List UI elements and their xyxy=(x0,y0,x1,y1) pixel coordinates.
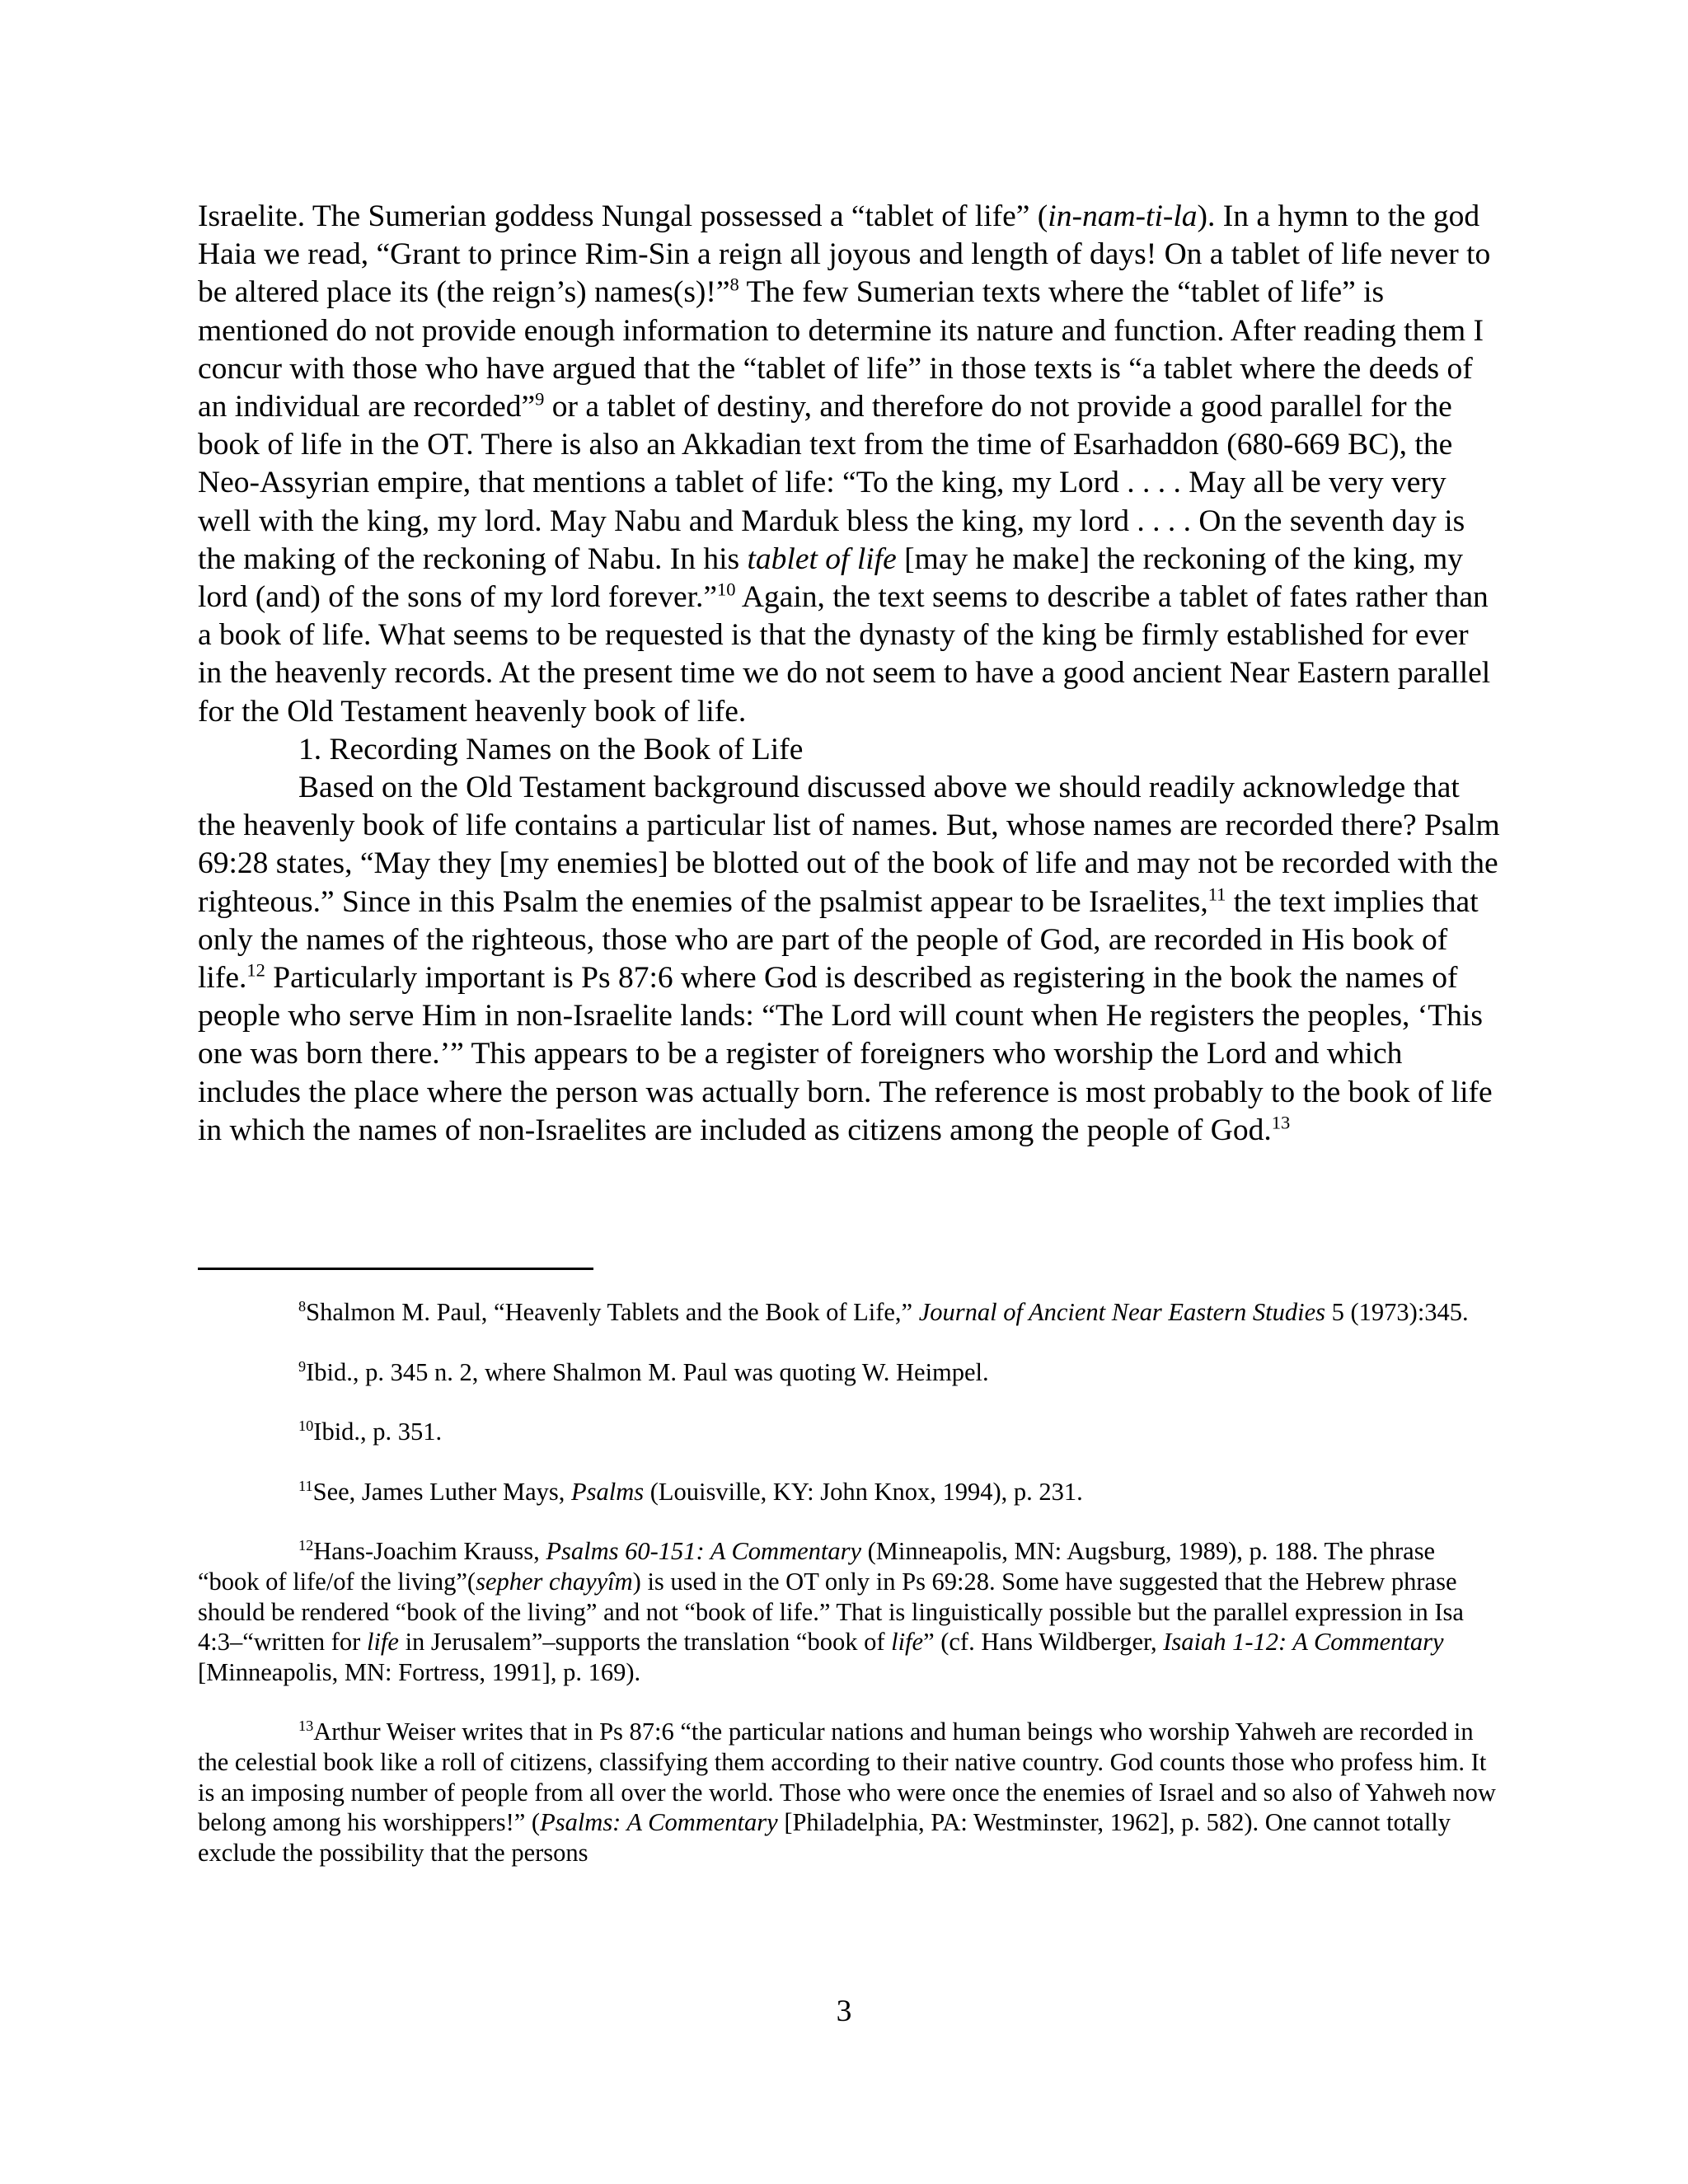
footnote-ref-12: 12 xyxy=(246,959,265,981)
footnote-11 xyxy=(198,1477,1500,1507)
text-run: 5 (1973):345. xyxy=(1325,1298,1469,1326)
main-text xyxy=(198,198,1500,1150)
footnote-10 xyxy=(198,1417,1500,1447)
footnote-12 xyxy=(198,1536,1500,1687)
italic-title: Psalms: A Commentary xyxy=(540,1808,778,1837)
text-run: Ibid., p. 351. xyxy=(313,1418,443,1446)
page-number: 3 xyxy=(836,1994,852,2028)
footnote-ref-9: 9 xyxy=(535,388,545,410)
text-run: the text implies that only the names of the righteous, those who are part of the people of God, are recorded in His book of life. xyxy=(198,884,1479,996)
text-run: [Philadelphia, PA: Westminster, 1962], p. 582). One cannot totally exclude the possibility that the persons xyxy=(198,1808,1451,1867)
text-run: Israelite. The Sumerian goddess Nungal possessed a “tablet of life” ( xyxy=(198,199,1048,233)
footnote-number: 10 xyxy=(298,1418,314,1435)
text-run: Particularly important is Ps 87:6 where God is described as registering in the book the names of people who serve Him in non-Israelite lands: “The Lord will count when He registers the peoples, ‘This one was born there.’” This appears to be a register of foreigners who worship the Lord and which includes the place where the person was actually born. The reference is most probably to the book of life in which the names of non-Israelites are included as citizens among the people of God. xyxy=(198,961,1493,1147)
italic-term: sepher chayyîm xyxy=(476,1567,633,1596)
text-run: Arthur Weiser writes that in Ps 87:6 “the particular nations and human beings who worship Yahweh are recorded in the celestial book like a roll of citizens, classifying them according to their native country. God counts those who profess him. It is an imposing number of people from all over the world. Those who were once the enemies of Israel and so also of Yahweh now belong among his worshippers!” ( xyxy=(198,1718,1496,1837)
footnote-8 xyxy=(198,1297,1500,1328)
footnote-number: 8 xyxy=(298,1297,307,1315)
footnote-ref-10: 10 xyxy=(717,579,736,600)
text-run: (Minneapolis, MN: Augsburg, 1989), p. 188. The phrase “book of life/of the living”( xyxy=(198,1537,1436,1596)
footnote-number: 13 xyxy=(298,1718,314,1735)
text-run: Hans-Joachim Krauss, xyxy=(313,1537,546,1566)
text-run: ) is used in the OT only in Ps 69:28. Some have suggested that the Hebrew phrase should be rendered “book of the living” and not “book of life.” That is linguistically possible but the parallel expression in Isa 4:3–“written for xyxy=(198,1567,1464,1657)
italic-term: tablet of life xyxy=(747,541,897,576)
footnote-number: 12 xyxy=(298,1537,314,1554)
italic-title: Isaiah 1-12: A Commentary xyxy=(1163,1628,1444,1657)
text-run: Ibid., p. 345 n. 2, where Shalmon M. Paul was quoting W. Heimpel. xyxy=(306,1357,989,1386)
italic-term: life xyxy=(366,1628,399,1657)
italic-term: life xyxy=(891,1628,924,1657)
footnote-number: 9 xyxy=(298,1357,307,1375)
text-run: See, James Luther Mays, xyxy=(312,1477,572,1506)
footnote-separator xyxy=(198,1268,593,1270)
text-run: [may he make] the reckoning of the king, my lord (and) of the sons of my lord forever.” xyxy=(198,541,1464,615)
footnote-13 xyxy=(198,1717,1500,1868)
text-run: or a tablet of destiny, and therefore do not provide a good parallel for the book of life in the OT. There is also an Akkadian text from the time of Esarhaddon (680-669 BC), the Neo-Assyrian empire, that mentions a tablet of life: “To the king, my Lord . . . . May all be very very well with the king, my lord. May Nabu and Marduk bless the king, my lord . . . . On the seventh day is the making of the reckoning of Nabu. In his xyxy=(198,390,1465,576)
footnote-ref-13: 13 xyxy=(1271,1112,1291,1133)
footnote-ref-11: 11 xyxy=(1207,883,1226,905)
section-heading: 1. Recording Names on the Book of Life xyxy=(298,732,804,766)
text-run: in Jerusalem”–supports the translation “book of xyxy=(398,1628,892,1657)
text-run: [Minneapolis, MN: Fortress, 1991], p. 169). xyxy=(198,1657,641,1686)
italic-title: Psalms 60-151: A Commentary xyxy=(546,1537,862,1566)
italic-term: in-nam-ti-la xyxy=(1048,199,1198,233)
footnotes xyxy=(198,1297,1500,1868)
text-run: The few Sumerian texts where the “tablet of life” is mentioned do not provide enough information to determine its nature and function. After reading them I concur with those who have argued that the “tablet of life” in those texts is “a tablet where the deeds of an individual are recorded” xyxy=(198,275,1484,424)
footnote-number: 11 xyxy=(298,1477,313,1494)
paragraph-1 xyxy=(198,198,1500,731)
text-run: Shalmon M. Paul, “Heavenly Tablets and the Book of Life,” xyxy=(306,1298,919,1326)
paragraph-2 xyxy=(198,769,1500,1150)
footnote-ref-8: 8 xyxy=(729,274,739,295)
italic-title: Psalms xyxy=(571,1477,645,1506)
text-run: (Louisville, KY: John Knox, 1994), p. 231. xyxy=(644,1477,1083,1506)
text-run: Again, the text seems to describe a tablet of fates rather than a book of life. What seems to be requested is that the dynasty of the king be firmly established for ever in the heavenly records. At the present time we do not seem to have a good ancient Near Eastern parallel for the Old Testament heavenly book of life. xyxy=(198,580,1491,729)
footnote-9 xyxy=(198,1357,1500,1388)
text-run: ). In a hymn to the god Haia we read, “Grant to prince Rim-Sin a reign all joyous and length of days! On a tablet of life never to be altered place its (the reign’s) names(s)!” xyxy=(198,199,1491,310)
text-run: ” (cf. Hans Wildberger, xyxy=(923,1628,1164,1657)
text-run: Based on the Old Testament background discussed above we should readily acknowledge that the heavenly book of life contains a particular list of names. But, whose names are recorded there? Psalm 69:28 states, “May they [my enemies] be blotted out of the book of life and may not be recorded with the righteous.” Since in this Psalm the enemies of the psalmist appear to be Israelites, xyxy=(198,771,1500,919)
italic-title: Journal of Ancient Near Eastern Studies xyxy=(918,1298,1326,1326)
